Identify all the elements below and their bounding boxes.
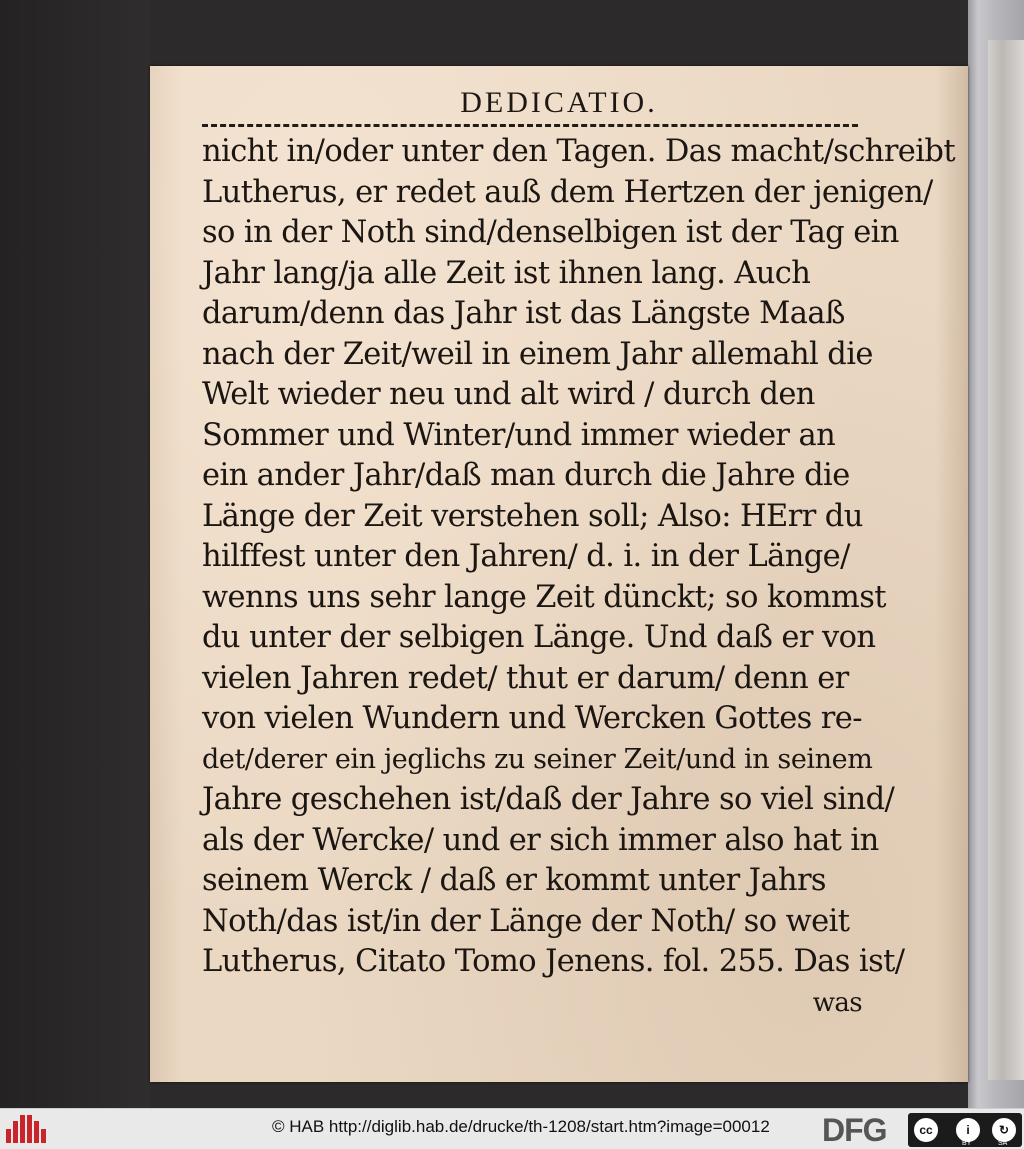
by-attribution-icon: i bbox=[954, 1116, 982, 1144]
copyright-credit[interactable]: © HAB http://diglib.hab.de/drucke/th-1208/start.htm?image=00012 bbox=[272, 1117, 770, 1136]
page-header: DEDICATIO. bbox=[460, 86, 658, 119]
text-line: Lutherus, Citato Tomo Jenens. fol. 255. Das ist/ bbox=[202, 944, 905, 979]
text-line: Noth/das ist/in der Länge der Noth/ so weit bbox=[202, 903, 850, 939]
page-text bbox=[202, 132, 955, 1023]
viewer-footer bbox=[0, 1108, 1024, 1149]
text-line: ein ander Jahr/daß man durch die Jahre die bbox=[202, 458, 850, 493]
cc-icon: cc bbox=[912, 1116, 940, 1144]
text-line: du unter der selbigen Länge. Und daß er von bbox=[202, 620, 876, 655]
text-line: hilffest unter den Jahren/ d. i. in der Länge/ bbox=[202, 539, 850, 574]
text-line: Sommer und Winter/und immer wieder an bbox=[202, 417, 836, 453]
text-line: Jahre geschehen ist/daß der Jahre so viel sind/ bbox=[202, 782, 895, 817]
text-line: Länge der Zeit verstehen soll; Also: HErr du bbox=[202, 498, 863, 534]
hab-logo-icon bbox=[6, 1115, 46, 1143]
cc-license-badge[interactable] bbox=[908, 1113, 1022, 1147]
book-page-edges bbox=[988, 40, 1024, 1080]
text-line: wenns uns sehr lange Zeit dünckt; so kommst bbox=[202, 579, 886, 615]
text-line: so in der Noth sind/denselbigen ist der Tag ein bbox=[202, 215, 899, 250]
text-line: nach der Zeit/weil in einem Jahr allemahl die bbox=[202, 336, 873, 372]
share-alike-icon: ↻ bbox=[990, 1116, 1018, 1144]
dfg-logo: DFG bbox=[822, 1112, 887, 1148]
by-label: BY bbox=[962, 1140, 972, 1147]
text-line: seinem Werck / daß er kommt unter Jahrs bbox=[202, 863, 826, 898]
text-line: Welt wieder neu und alt wird / durch den bbox=[202, 377, 815, 412]
text-line: von vielen Wundern und Wercken Gottes re- bbox=[202, 701, 862, 736]
scan-background-left bbox=[0, 0, 150, 1108]
header-rule bbox=[202, 124, 858, 127]
text-line: Lutherus, er redet auß dem Hertzen der jenigen/ bbox=[202, 174, 933, 210]
text-line: als der Wercke/ und er sich immer also hat in bbox=[202, 822, 879, 858]
sa-label: SA bbox=[998, 1140, 1008, 1147]
text-line: det/derer ein jeglichs zu seiner Zeit/und in seinem bbox=[202, 743, 873, 775]
book-page bbox=[150, 66, 968, 1082]
text-line: darum/denn das Jahr ist das Längste Maaß bbox=[202, 296, 845, 331]
text-line: nicht in/oder unter den Tagen. Das macht/schreibt bbox=[202, 134, 955, 169]
catchword: was bbox=[812, 987, 862, 1018]
text-line: vielen Jahren redet/ thut er darum/ denn er bbox=[202, 660, 849, 696]
text-line: Jahr lang/ja alle Zeit ist ihnen lang. Auch bbox=[202, 255, 811, 291]
